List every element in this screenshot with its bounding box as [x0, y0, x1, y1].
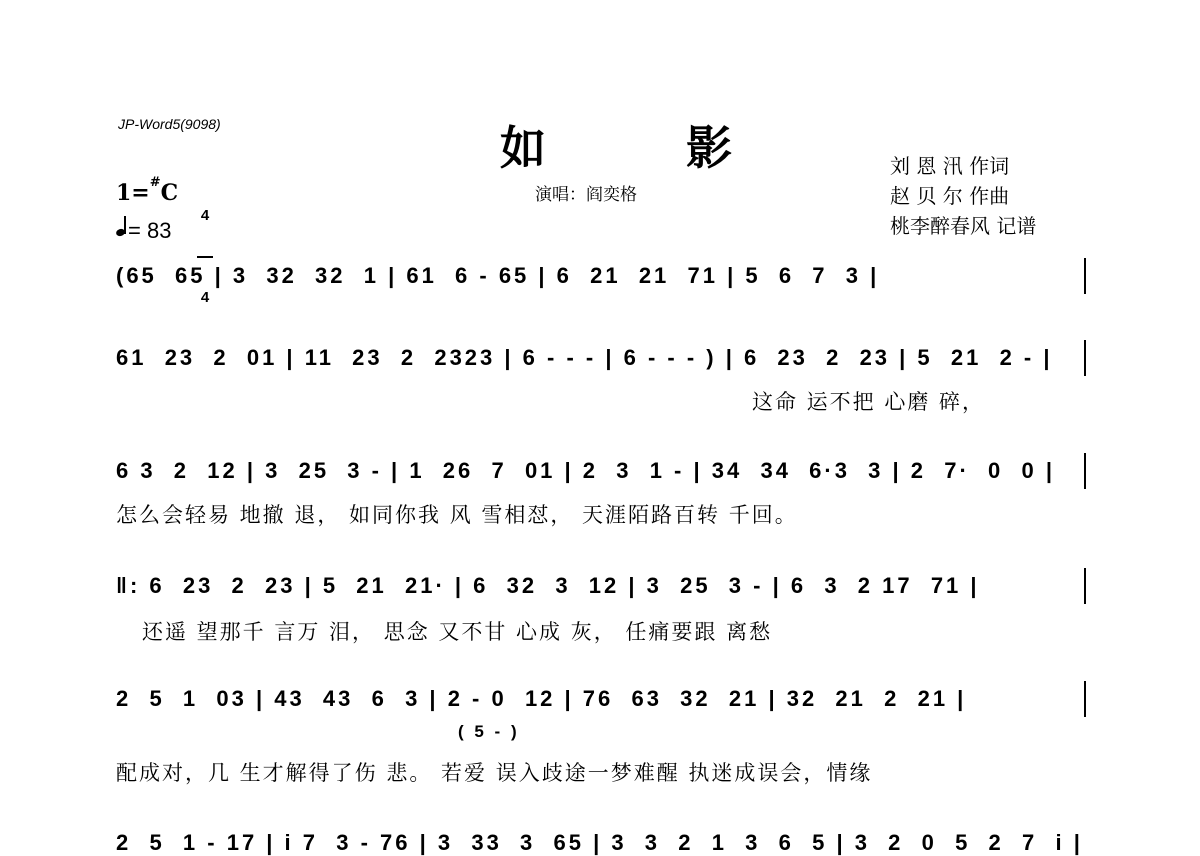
sharp-icon: #	[149, 174, 161, 190]
quarter-note-icon	[116, 216, 128, 238]
key-prefix: 1=	[116, 180, 150, 206]
end-barline	[1084, 453, 1086, 489]
key-signature	[116, 174, 179, 206]
meter-top: 4	[200, 207, 210, 224]
score-line-4-lyrics: 还遥 望那千 言万 泪， 思念 又不甘 心成 灰， 任痛要跟 离愁	[142, 620, 773, 644]
score-line-2-notes: 61 23 2 01 | 11 23 2 2323 | 6 - - - | 6 - - - ) | 6 23 2 23 | 5 21 2 - |	[116, 345, 1053, 370]
singer-credit: 演唱：阎奕格	[535, 185, 637, 205]
key-letter: C	[160, 180, 179, 206]
score-line-1-notes: (65 65 | 3 32 32 1 | 61 6 - 65 | 6 21 21 71 | 5 6 7 3 |	[116, 263, 880, 288]
tempo-value: = 83	[128, 218, 172, 243]
score-line-2-lyrics: 这命 运不把 心磨 碎，	[752, 390, 986, 414]
end-barline	[1084, 568, 1086, 604]
software-label: JP-Word5(9098)	[118, 116, 221, 132]
score-line-6-notes: 2 5 1 - 17 | i 7 3 - 76 | 3 33 3 65 | 3 3 2 1 3 6 5 | 3 2 0 5 2 7 i |	[116, 830, 1083, 855]
score-line-3-lyrics: 怎么会轻易 地撤 退， 如同你我 风 雪相怼， 天涯陌路百转 千回。	[116, 503, 798, 527]
end-barline	[1084, 340, 1086, 376]
meter-bottom: 4	[200, 289, 210, 306]
score-line-4-notes: ‖: 6 23 2 23 | 5 21 21· | 6 32 3 12 | 3 25 3 - | 6 3 2 17 71 |	[116, 573, 980, 598]
meter-divider	[197, 256, 213, 258]
score-line-3-notes: 6 3 2 12 | 3 25 3 - | 1 26 7 01 | 2 3 1 - | 34 34 6·3 3 | 2 7· 0 0 |	[116, 458, 1056, 483]
song-title: 如 影	[500, 121, 795, 175]
tempo-marking	[116, 216, 171, 244]
transcriber-credit: 桃李醉春风 记谱	[890, 214, 1037, 238]
end-barline	[1084, 681, 1086, 717]
score-line-5-aside: ( 5 - )	[458, 722, 520, 741]
score-line-5-notes: 2 5 1 03 | 43 43 6 3 | 2 - 0 12 | 76 63 32 21 | 32 21 2 21 |	[116, 686, 967, 711]
end-barline	[1084, 258, 1086, 294]
lyricist-credit: 刘 恩 汛 作词	[890, 154, 1010, 178]
score-line-5-lyrics: 配成对，几 生才解得了伤 悲。 若爱 误入歧途一梦难醒 执迷成误会，情缘	[116, 761, 873, 785]
time-signature	[196, 176, 214, 322]
composer-credit: 赵 贝 尔 作曲	[890, 184, 1010, 208]
